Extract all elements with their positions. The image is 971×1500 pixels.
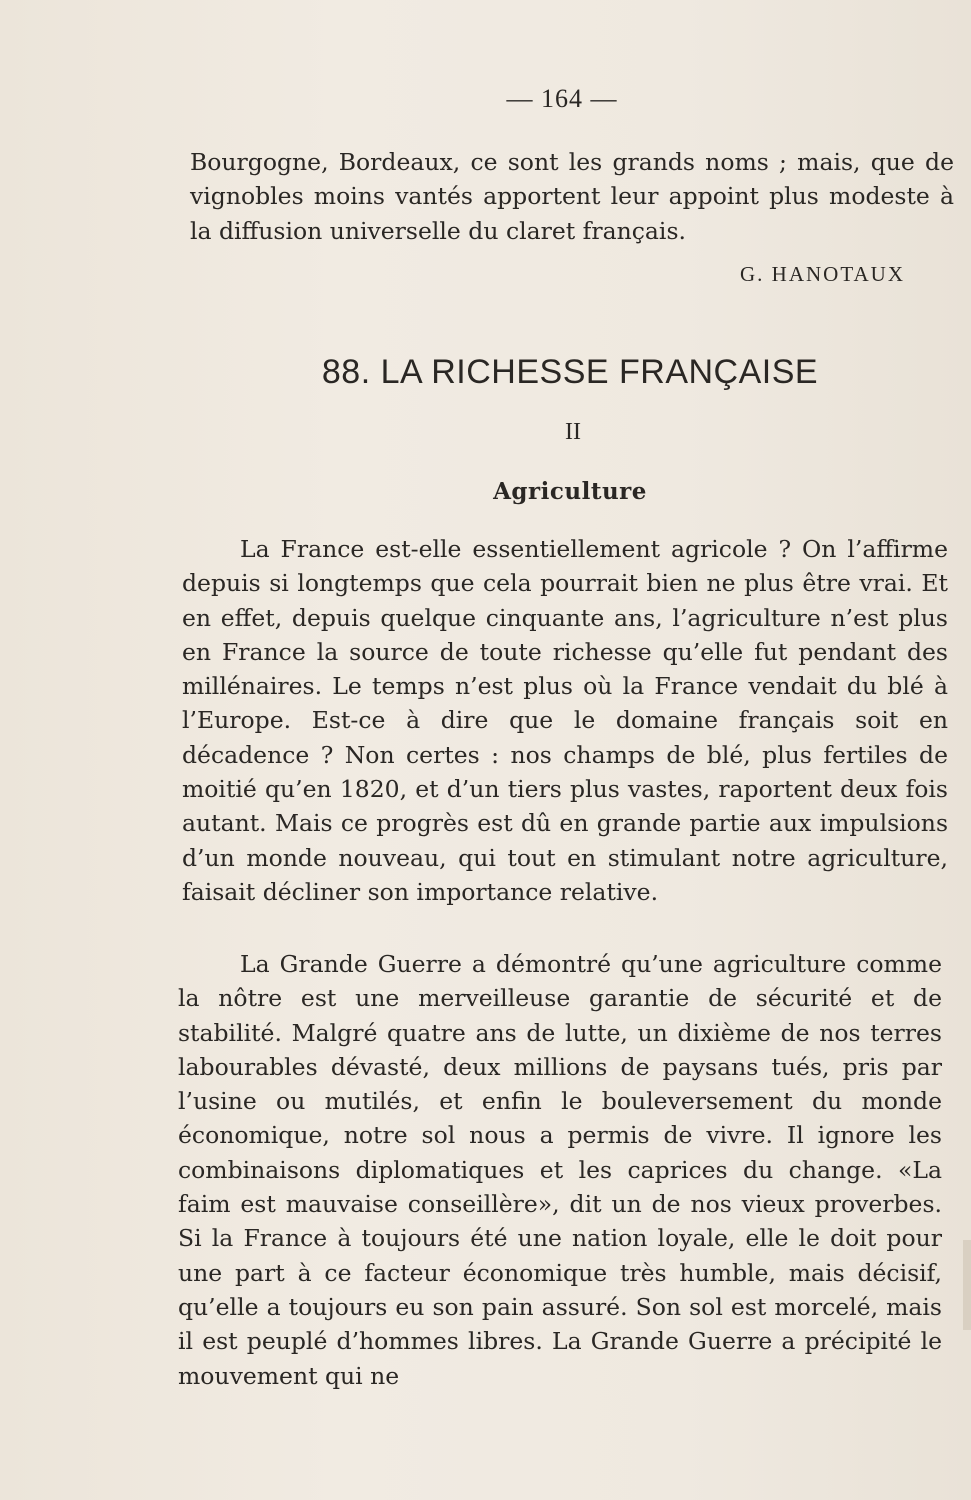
body-paragraph-2: La Grande Guerre a démontré qu’une agriculture comme la nôtre est une merveilleuse garantie de sécurité et de stabilité. Malgré quatre ans de lutte, un dixième de nos terres labourables dévasté, deux millions de paysans tués, pris par l’usine ou mutilés, et enfin le bouleversement du monde économique, notre sol nous a permis de vivre. Il ignore les combinaisons diplomatiques et les caprices du change. «La faim est mauvaise conseillère», dit un de nos vieux proverbes. Si la France à toujours été une nation loyale, elle le doit pour une part à ce facteur économique très humble, mais décisif, qu’elle a toujours eu son pain assuré. Son sol est morcelé, mais il est peuplé d’hommes libres. La Grande Guerre a précipité le mouvement qui ne — [178, 950, 942, 1390]
body-paragraph-1: La France est-elle essentiellement agricole ? On l’affirme depuis si longtemps que cela pourrait bien ne plus être vrai. Et en effet, depuis quelque cinquante ans, l’agriculture n’est plus en France la source de toute richesse qu’elle fut pendant des millénaires. Le temps n’est plus où la France vendait du blé à l’Europe. Est-ce à dire que le domaine français soit en décadence ? Non certes : nos champs de blé, plus fertiles de moitié qu’en 1820, et d’un tiers plus vastes, raportent deux fois autant. Mais ce progrès est dû en grande partie aux impulsions d’un monde nouveau, qui tout en stimulant notre agriculture, faisait décliner son importance relative. — [182, 535, 948, 906]
section-part-number: II — [565, 419, 581, 445]
section-title: 88. LA RICHESSE FRANÇAISE — [321, 353, 819, 391]
page-number: — 164 — — [506, 84, 618, 113]
author-signature: G. HANOTAUX — [740, 262, 905, 286]
section-subheading: Agriculture — [493, 478, 647, 505]
page-edge-shadow — [963, 1240, 971, 1330]
previous-section-paragraph: Bourgogne, Bordeaux, ce sont les grands noms ; mais, que de vignobles moins vantés apportent leur appoint plus modeste à la diffusion universelle du claret français. — [190, 148, 954, 245]
